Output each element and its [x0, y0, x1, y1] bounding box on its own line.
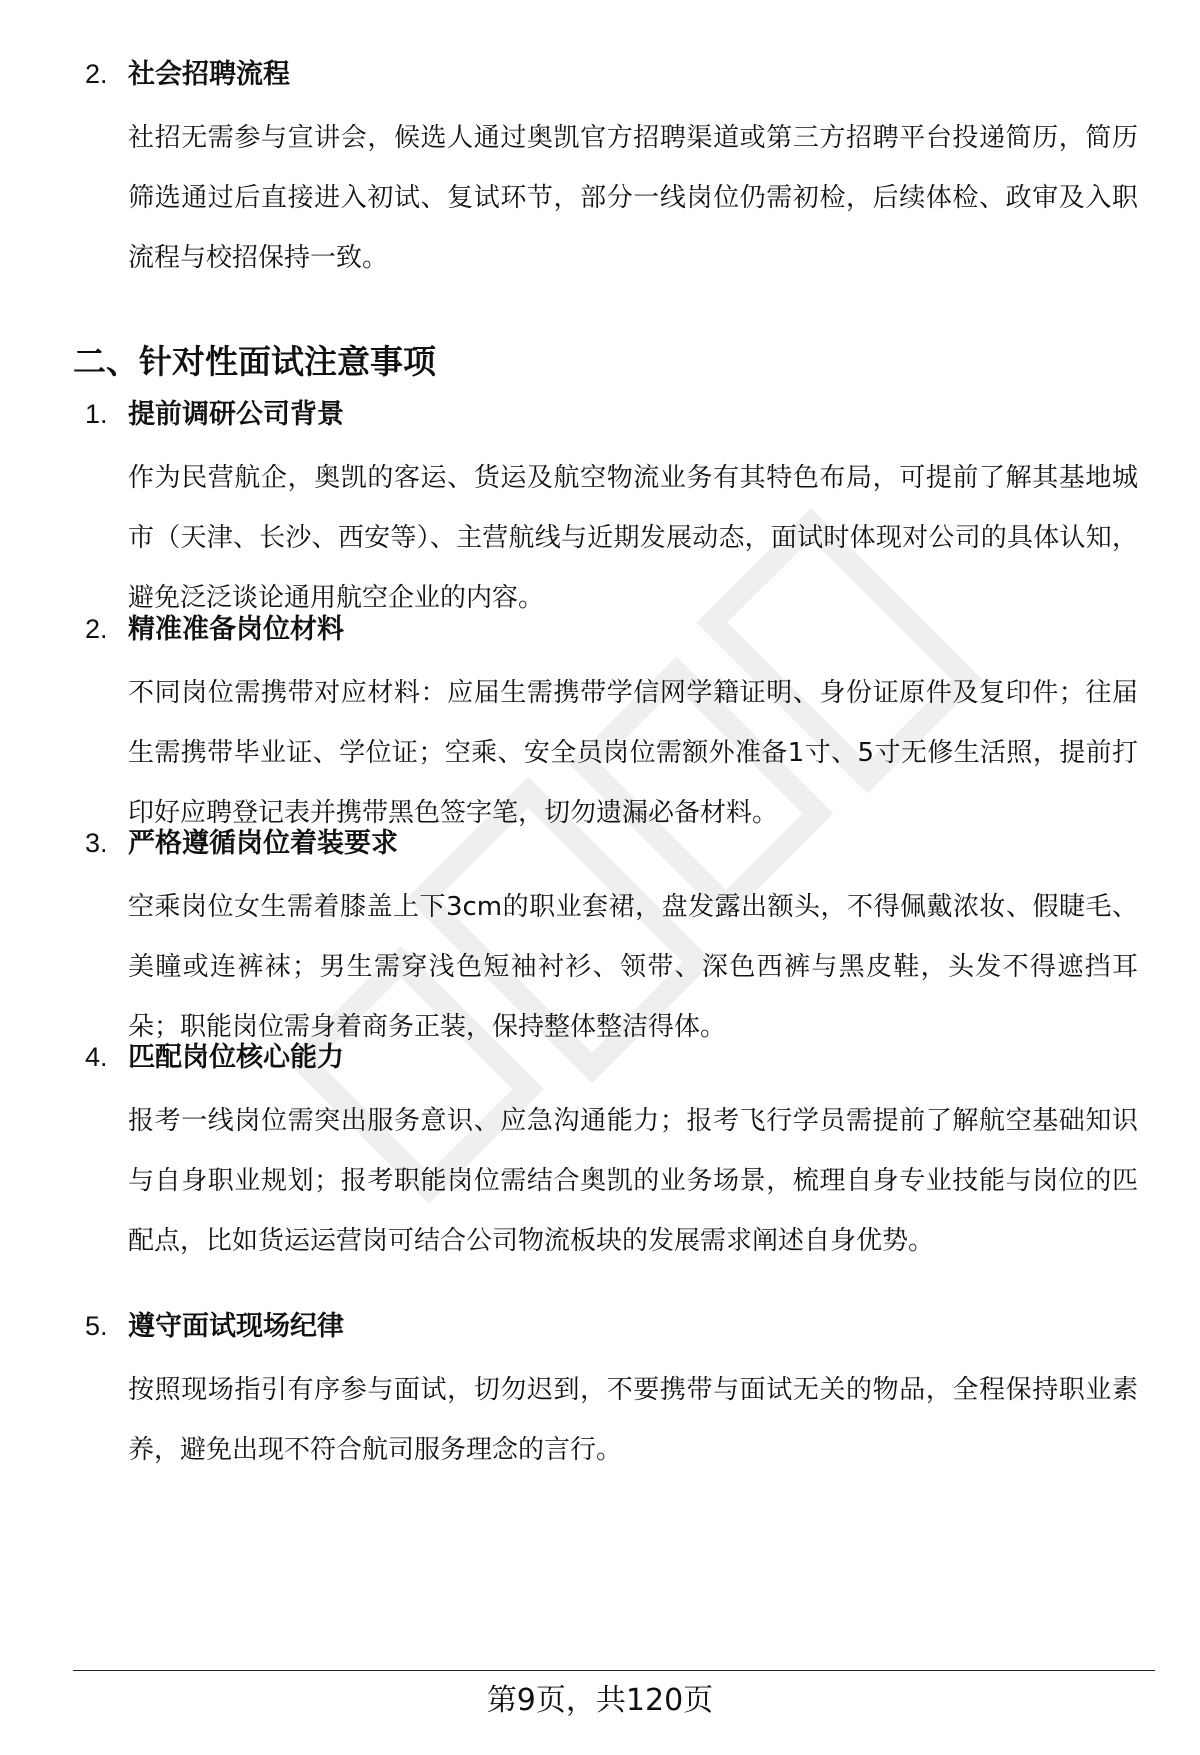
- list-item-title: 严格遵循岗位着装要求: [128, 828, 398, 859]
- list-item-number: 5.: [85, 1311, 108, 1341]
- list-item-number: 2.: [85, 59, 108, 89]
- list-item-body: 社招无需参与宣讲会，候选人通过奥凯官方招聘渠道或第三方招聘平台投递简历，简历筛选通过后直接进入初试、复试环节，部分一线岗位仍需初检，后续体检、政审及入职流程与校招保持一致。: [128, 123, 1138, 273]
- list-item-body: 不同岗位需携带对应材料：应届生需携带学信网学籍证明、身份证原件及复印件；往届生需携带毕业证、学位证；空乘、安全员岗位需额外准备1寸、5寸无修生活照，提前打印好应聘登记表并携带黑色签字笔，切勿遗漏必备材料。: [128, 678, 1138, 828]
- list-item-core-abilities: [85, 1037, 1145, 1271]
- list-item-body: 作为民营航企，奥凯的客运、货运及航空物流业务有其特色布局，可提前了解其基地城市（天津、长沙、西安等）、主营航线与近期发展动态，面试时体现对公司的具体认知，避免泛泛谈论通用航空企业的内容。: [128, 463, 1138, 613]
- list-item-number: 1.: [85, 399, 108, 429]
- list-item-heading: [85, 1306, 1145, 1346]
- list-item-heading: [85, 1037, 1145, 1077]
- list-item-number: 4.: [85, 1042, 108, 1072]
- list-item-title: 遵守面试现场纪律: [128, 1311, 344, 1342]
- list-item-heading: [85, 54, 1145, 94]
- list-item-heading: [85, 823, 1145, 863]
- section-heading: 二、针对性面试注意事项: [73, 342, 436, 381]
- list-item-dress-code: [85, 823, 1145, 1057]
- list-item-title: 社会招聘流程: [128, 59, 290, 90]
- list-item-body: 空乘岗位女生需着膝盖上下3cm的职业套裙，盘发露出额头，不得佩戴浓妆、假睫毛、美瞳或连裤袜；男生需穿浅色短袖衬衫、领带、深色西裤与黑皮鞋，头发不得遮挡耳朵；职能岗位需身着商务正装，保持整体整洁得体。: [128, 892, 1138, 1042]
- page-number: 第9页，共120页: [486, 1683, 714, 1718]
- list-item-discipline: [85, 1306, 1145, 1480]
- list-item-heading: [85, 609, 1145, 649]
- list-item-title: 提前调研公司背景: [128, 399, 344, 430]
- footer-divider: [73, 1670, 1155, 1671]
- list-item-body: 按照现场指引有序参与面试，切勿迟到，不要携带与面试无关的物品，全程保持职业素养，避免出现不符合航司服务理念的言行。: [128, 1375, 1138, 1465]
- list-item-heading: [85, 394, 1145, 434]
- list-item-social-recruitment: [85, 54, 1145, 288]
- list-item-title: 匹配岗位核心能力: [128, 1042, 344, 1073]
- list-item-title: 精准准备岗位材料: [128, 614, 344, 645]
- list-item-number: 2.: [85, 614, 108, 644]
- list-item-body: 报考一线岗位需突出服务意识、应急沟通能力；报考飞行学员需提前了解航空基础知识与自身职业规划；报考职能岗位需结合奥凯的业务场景，梳理自身专业技能与岗位的匹配点，比如货运运营岗可结合公司物流板块的发展需求阐述自身优势。: [128, 1106, 1138, 1256]
- list-item-materials: [85, 609, 1145, 843]
- list-item-company-research: [85, 394, 1145, 628]
- list-item-number: 3.: [85, 828, 108, 858]
